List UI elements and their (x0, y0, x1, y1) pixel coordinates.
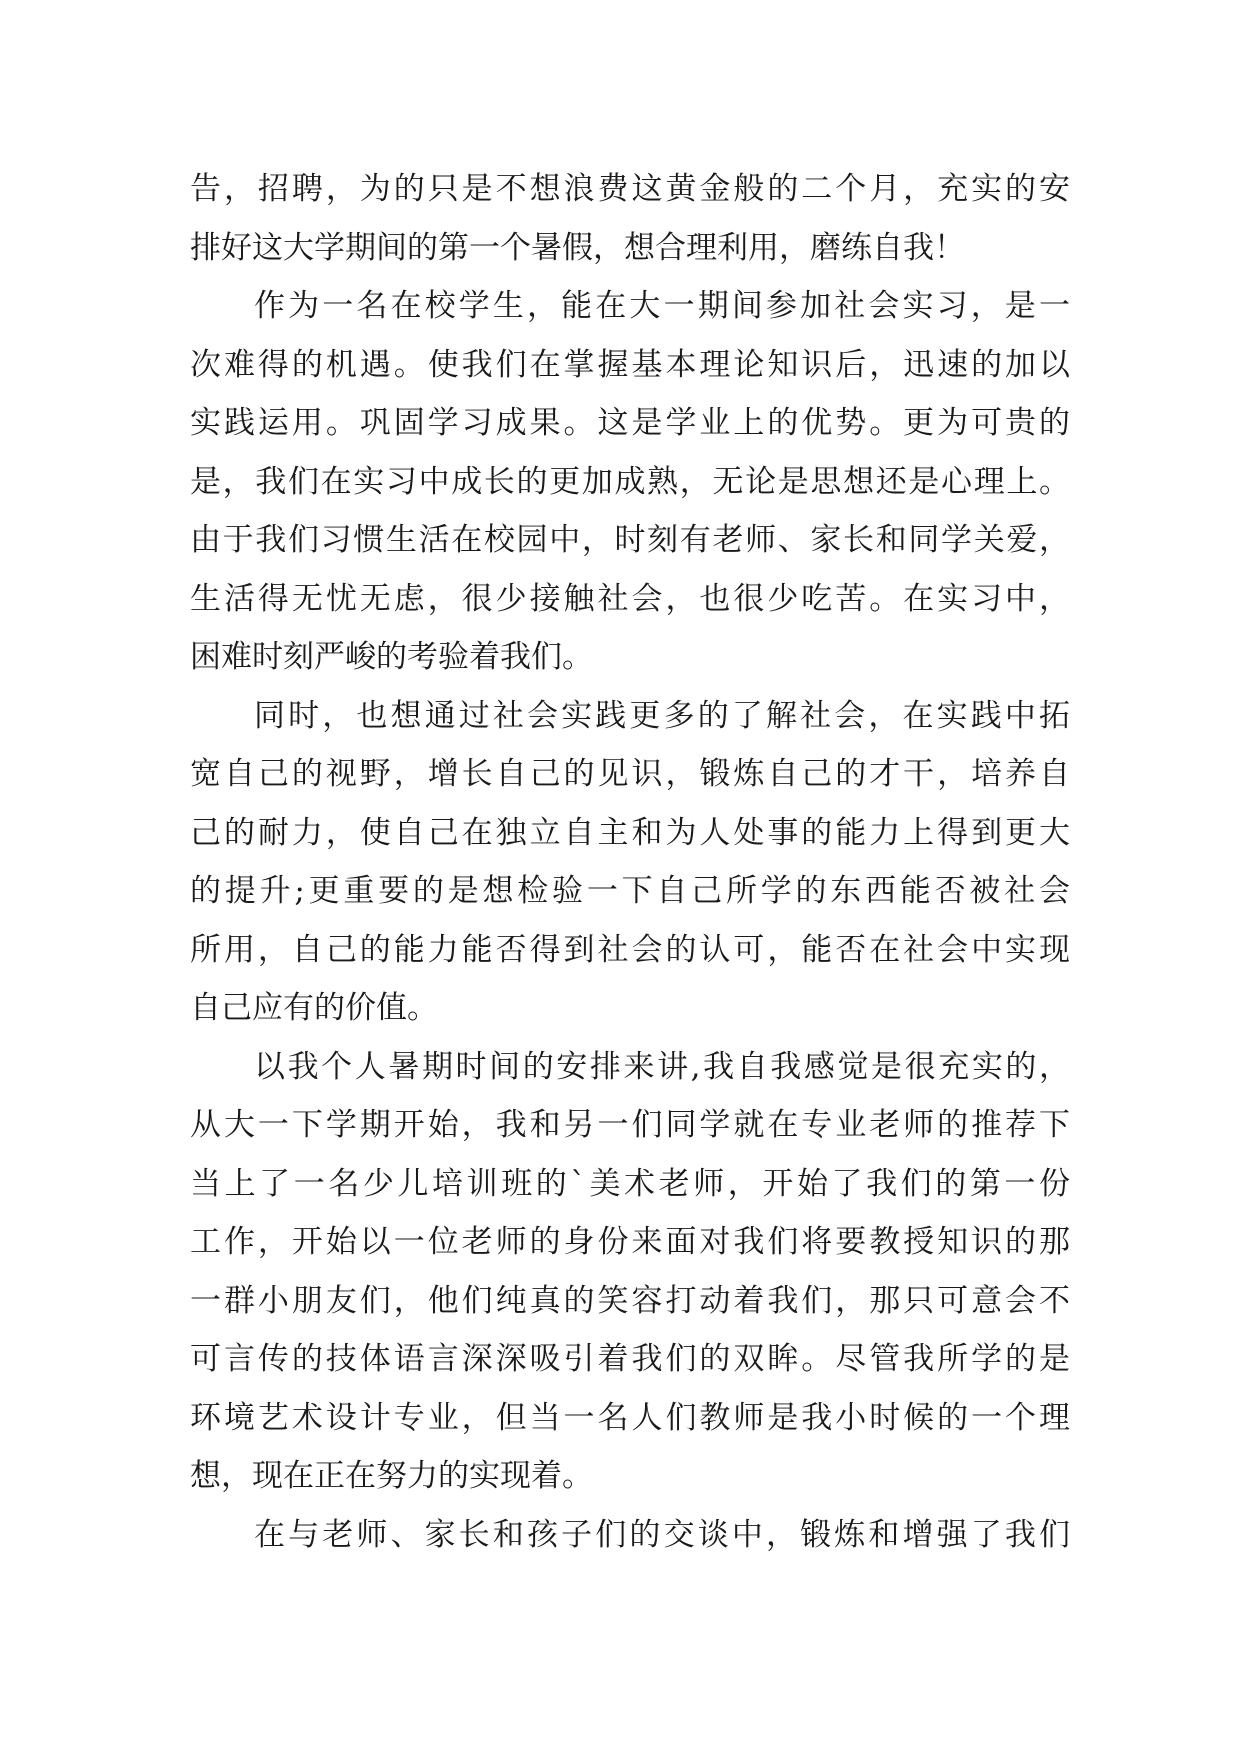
text-line: 己的耐力，使自己在独立自主和为人处事的能力上得到更大 (190, 814, 1070, 851)
text-line: 环境艺术设计专业，但当一名人们教师是我小时候的一个理 (190, 1399, 1070, 1436)
text-line: 从大一下学期开始，我和另一们同学就在专业老师的推荐下 (190, 1107, 1070, 1143)
text-line: 由于我们习惯生活在校园中，时刻有老师、家长和同学关爱， (190, 522, 1070, 558)
text-line: 可言传的技体语言深深吸引着我们的双眸。尽管我所学的是 (190, 1341, 1070, 1377)
text-line: 生活得无忧无虑，很少接触社会，也很少吃苦。在实习中， (190, 580, 1070, 617)
document-body (190, 160, 1070, 1564)
text-line: 次难得的机遇。使我们在掌握基本理论知识后，迅速的加以 (190, 346, 1070, 383)
text-line: 困难时刻严峻的考验着我们。 (190, 639, 593, 675)
text-line: 一群小朋友们，他们纯真的笑容打动着我们，那只可意会不 (190, 1282, 1070, 1319)
text-line: 所用，自己的能力能否得到社会的认可，能否在社会中实现 (190, 931, 1070, 968)
text-line: 工作，开始以一位老师的身份来面对我们将要教授知识的那 (190, 1224, 1070, 1260)
text-line: 作为一名在校学生，能在大一期间参加社会实习，是一 (254, 288, 1070, 324)
text-line: 在与老师、家长和孩子们的交谈中，锻炼和增强了我们 (254, 1516, 1070, 1553)
text-line: 宽自己的视野，增长自己的见识，锻炼自己的才干，培养自 (190, 756, 1070, 792)
text-line: 自己应有的价值。 (190, 990, 438, 1026)
text-line: 是，我们在实习中成长的更加成熟，无论是思想还是心理上。 (190, 463, 1070, 500)
text-line: 的提升;更重要的是想检验一下自己所学的东西能否被社会 (190, 873, 1070, 909)
text-line: 告，招聘，为的只是不想浪费这黄金般的二个月，充实的安 (190, 171, 1070, 207)
text-line: 以我个人暑期时间的安排来讲,我自我感觉是很充实的， (254, 1048, 1070, 1085)
text-line: 排好这大学期间的第一个暑假，想合理利用，磨练自我！ (190, 229, 965, 266)
text-line: 同时，也想通过社会实践更多的了解社会，在实践中拓 (254, 697, 1070, 734)
text-line: 想，现在正在努力的实现着。 (190, 1458, 593, 1494)
text-line: 实践运用。巩固学习成果。这是学业上的优势。更为可贵的 (190, 405, 1070, 441)
text-line: 当上了一名少儿培训班的`美术老师，开始了我们的第一份 (190, 1165, 1070, 1202)
